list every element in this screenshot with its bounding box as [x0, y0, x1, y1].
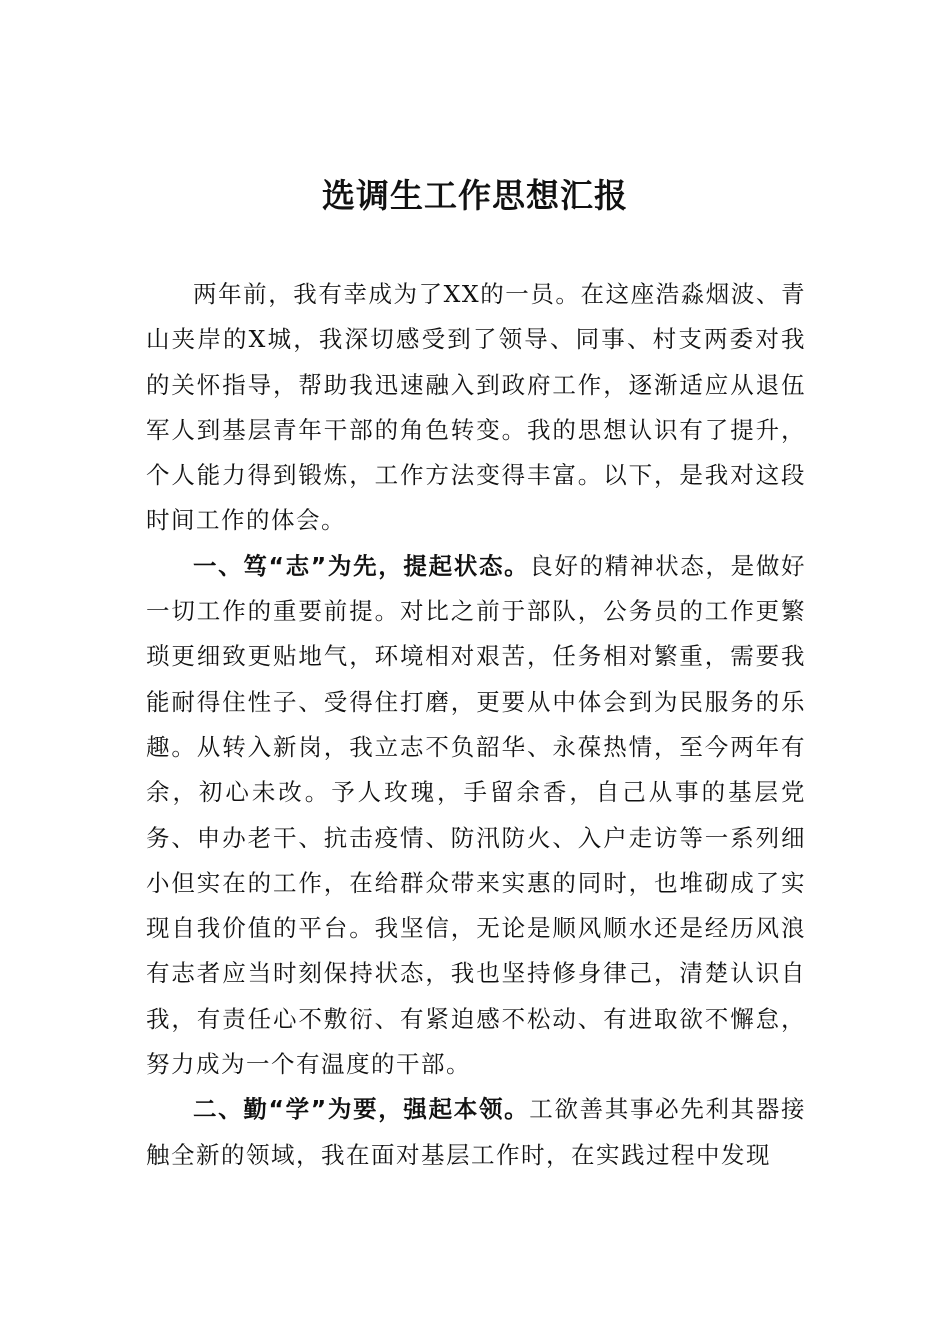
- paragraph-section-two: [146, 1087, 806, 1178]
- paragraph-text: 良好的精神状态，是做好一切工作的重要前提。对比之前于部队，公务员的工作更繁琐更细致更贴地气，环境相对艰苦，任务相对繁重，需要我能耐得住性子、受得住打磨，更要从中体会到为民服务的乐趣。从转入新岗，我立志不负韶华、永葆热情，至今两年有余，初心未改。予人玫瑰，手留余香，自己从事的基层党务、申办老干、抗击疫情、防汛防火、入户走访等一系列细小但实在的工作，在给群众带来实惠的同时，也堆砌成了实现自我价值的平台。我坚信，无论是顺风顺水还是经历风浪有志者应当时刻保持状态，我也坚持修身律己，清楚认识自我，有责任心不敷衍、有紧迫感不松动、有进取欲不懈怠，努力成为一个有温度的干部。: [146, 551, 807, 1079]
- section-heading: 二、勤“学”为要，强起本领。: [193, 1095, 530, 1124]
- paragraph-text: 工欲善其事必先利其器接触全新的领域，我在面对基层工作时，在实践过程中发现: [146, 1095, 807, 1169]
- paragraph-section-one: [146, 544, 806, 1088]
- page-title: 选调生工作思想汇报: [322, 176, 628, 215]
- paragraph-text: 两年前，我有幸成为了XX的一员。在这座浩淼烟波、青山夹岸的X城，我深切感受到了领导、同事、村支两委对我的关怀指导，帮助我迅速融入到政府工作，逐渐适应从退伍军人到基层青年干部的角色转变。我的思想认识有了提升，个人能力得到锻炼，工作方法变得丰富。以下，是我对这段时间工作的体会。: [146, 280, 806, 535]
- document-body: [146, 272, 806, 1178]
- section-heading: 一、笃“志”为先，提起状态。: [193, 551, 530, 580]
- paragraph-intro: [146, 272, 806, 544]
